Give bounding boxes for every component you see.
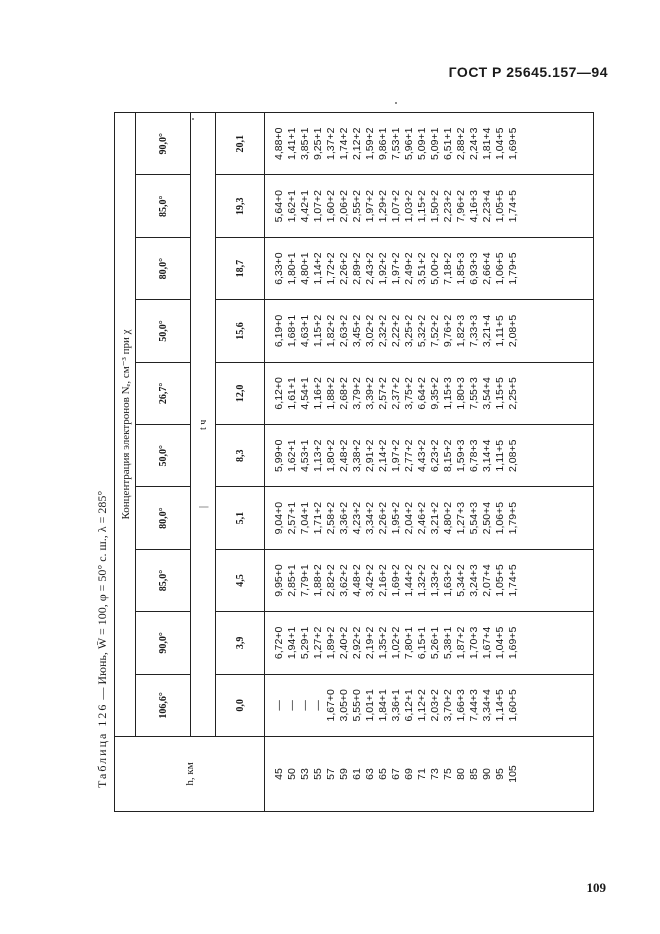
height-value: 90 (481, 768, 493, 780)
concentration-value: 1,89+2 (325, 626, 337, 660)
concentration-value: 9,25+1 (312, 127, 324, 160)
concentration-value: 5,29+1 (299, 626, 311, 660)
concentration-value: 1,72+2 (325, 252, 337, 285)
concentration-value: 2,16+2 (377, 564, 389, 597)
concentration-value: 1,87+2 (455, 626, 467, 660)
height-value: 61 (351, 768, 363, 780)
chi-header: 0,0 (216, 674, 265, 736)
concentration-value: 2,07+4 (481, 564, 493, 597)
concentration-column (265, 425, 594, 487)
height-value: 73 (429, 768, 441, 780)
time-note-mark: | (197, 505, 209, 508)
concentration-value: 2,19+2 (364, 626, 376, 660)
concentration-column (265, 674, 594, 736)
concentration-value: 3,85+1 (299, 127, 311, 160)
concentration-value: 1,41+1 (286, 127, 298, 160)
concentration-value: 1,95+2 (390, 501, 402, 535)
angle-header: 85,0° (136, 175, 191, 237)
concentration-value: 1,74+5 (507, 189, 519, 223)
concentration-value: — (299, 700, 311, 711)
concentration-value: 2,66+4 (481, 252, 493, 285)
concentration-value: 2,82+2 (325, 564, 337, 597)
concentration-value: 2,32+2 (377, 314, 389, 348)
concentration-column (265, 175, 594, 237)
angle-header: 106,6° (136, 674, 191, 736)
height-value: 45 (273, 768, 285, 780)
concentration-value: 4,54+1 (299, 377, 311, 410)
concentration-value: 6,78+3 (468, 439, 480, 472)
concentration-value: 6,15+1 (416, 626, 428, 660)
height-value: 57 (325, 768, 337, 780)
angle-header: 50,0° (136, 425, 191, 487)
concentration-value: 2,12+2 (351, 127, 363, 160)
concentration-column (265, 113, 594, 175)
table-wrapper (114, 112, 594, 812)
concentration-value: 1,50+2 (429, 189, 441, 223)
concentration-column (265, 487, 594, 549)
concentration-value: 1,74+5 (507, 564, 519, 597)
concentration-value: 1,06+5 (494, 501, 506, 535)
concentration-value: 4,80+1 (299, 252, 311, 285)
concentration-value: 1,16+2 (312, 377, 324, 410)
concentration-value: 2,46+2 (416, 501, 428, 535)
concentration-value: 2,92+2 (351, 626, 363, 660)
concentration-value: 1,04+5 (494, 626, 506, 660)
concentration-value: 1,32+2 (416, 564, 428, 597)
concentration-value: 5,38+1 (442, 626, 454, 660)
concentration-value: 2,55+2 (351, 189, 363, 223)
document-header: ГОСТ Р 25645.157—94 (448, 64, 608, 80)
concentration-value: 6,12+0 (273, 377, 285, 410)
concentration-value: 2,04+2 (403, 501, 415, 535)
concentration-value: 1,01+1 (364, 689, 376, 722)
concentration-value: 1,27+2 (312, 626, 324, 660)
concentration-value: 1,97+2 (390, 252, 402, 285)
concentration-value: — (312, 700, 324, 711)
chi-header: 12,0 (216, 362, 265, 424)
concentration-value: 6,12+1 (403, 689, 415, 722)
concentration-value: 1,12+2 (416, 689, 428, 722)
table-caption-label: Таблица 126 (95, 702, 109, 788)
height-value: 63 (364, 768, 376, 780)
concentration-value: 1,70+3 (468, 626, 480, 660)
concentration-value: 9,95+0 (273, 564, 285, 597)
height-value: 55 (312, 768, 324, 780)
angle-header: 90,0° (136, 612, 191, 674)
concentration-value: 1,15+2 (312, 314, 324, 348)
concentration-value: 2,77+2 (403, 439, 415, 472)
concentration-value: 4,23+2 (351, 501, 363, 535)
concentration-value: 3,79+2 (351, 377, 363, 410)
concentration-value: 7,55+3 (468, 377, 480, 410)
concentration-value: 3,21+4 (481, 314, 493, 348)
concentration-value: 1,07+2 (390, 189, 402, 223)
scan-speck (395, 102, 397, 104)
concentration-value: 3,36+1 (390, 689, 402, 722)
time-note: t ч (197, 419, 209, 430)
concentration-value: 7,53+1 (390, 127, 402, 160)
table-caption (92, 491, 112, 788)
concentration-value: 1,15+2 (416, 189, 428, 223)
concentration-value: 1,61+1 (286, 377, 298, 410)
concentration-value: 6,19+0 (273, 314, 285, 348)
concentration-value: 7,80+1 (403, 626, 415, 660)
concentration-value: 1,14+5 (494, 689, 506, 722)
concentration-value: 1,60+2 (325, 189, 337, 223)
concentration-value: 1,69+5 (507, 626, 519, 660)
concentration-value: 2,06+2 (338, 189, 350, 223)
concentration-value: 1,15+3 (442, 377, 454, 410)
table-data-row (265, 113, 594, 812)
concentration-value: 1,94+1 (286, 626, 298, 660)
concentration-value: 2,50+4 (481, 501, 493, 535)
concentration-value: 2,26+2 (338, 252, 350, 285)
concentration-value: 2,68+2 (338, 377, 350, 410)
concentration-value: 2,40+2 (338, 626, 350, 660)
chi-header-row (216, 113, 265, 812)
concentration-value: 6,51+1 (442, 127, 454, 160)
concentration-value: 6,33+0 (273, 252, 285, 285)
concentration-value: 2,48+2 (338, 439, 350, 472)
concentration-value: 1,29+2 (377, 189, 389, 223)
height-value: 59 (338, 768, 350, 780)
chi-header: 8,3 (216, 425, 265, 487)
concentration-value: 1,11+5 (494, 315, 506, 347)
concentration-value: 1,02+2 (390, 626, 402, 660)
concentration-value: 1,80+2 (325, 439, 337, 472)
concentration-value: 3,39+2 (364, 377, 376, 410)
concentration-value: 1,69+2 (390, 564, 402, 597)
concentration-value: 1,80+1 (286, 252, 298, 285)
chi-header: 15,6 (216, 300, 265, 362)
chi-header: 20,1 (216, 113, 265, 175)
concentration-value: 2,57+1 (286, 501, 298, 535)
concentration-value: 5,55+0 (351, 689, 363, 722)
concentration-value: 1,62+1 (286, 189, 298, 223)
concentration-value: 3,25+2 (403, 314, 415, 348)
concentration-value: 4,42+1 (299, 189, 311, 223)
height-header: h, км (115, 737, 265, 812)
concentration-value: 6,72+0 (273, 626, 285, 660)
concentration-value: 6,23+2 (429, 439, 441, 472)
height-values-column (265, 737, 594, 812)
height-value: 80 (455, 768, 467, 780)
concentration-value: 1,62+1 (286, 439, 298, 472)
concentration-value: 1,79+5 (507, 252, 519, 285)
concentration-value: 1,03+2 (403, 189, 415, 223)
concentration-value: 2,89+2 (351, 252, 363, 285)
concentration-value: 1,92+2 (377, 252, 389, 285)
concentration-value: 5,09+1 (429, 127, 441, 160)
concentration-value: 3,34+2 (364, 501, 376, 535)
concentration-value: 2,24+3 (468, 127, 480, 160)
height-value: 95 (494, 768, 506, 780)
concentration-value: 1,74+2 (338, 127, 350, 160)
concentration-value: 3,02+2 (364, 314, 376, 348)
concentration-value: 3,34+4 (481, 689, 493, 722)
concentration-value: 2,08+5 (507, 439, 519, 472)
angle-header: 50,0° (136, 300, 191, 362)
concentration-value: 5,96+1 (403, 127, 415, 160)
concentration-value: 2,58+2 (325, 501, 337, 535)
concentration-column (265, 237, 594, 299)
concentration-value: 4,16+3 (468, 189, 480, 223)
concentration-value: 1,80+3 (455, 377, 467, 410)
concentration-value: 4,43+2 (416, 439, 428, 472)
concentration-value: 1,11+5 (494, 439, 506, 472)
concentration-value: 1,82+2 (325, 314, 337, 348)
concentration-value: 4,80+2 (442, 501, 454, 535)
height-value: 75 (442, 768, 454, 780)
scan-speck (192, 118, 194, 120)
concentration-value: 1,35+2 (377, 626, 389, 660)
concentration-value: 4,53+1 (299, 439, 311, 472)
concentration-value: 5,99+0 (273, 439, 285, 472)
concentration-value: 1,33+2 (429, 564, 441, 597)
concentration-value: 1,05+5 (494, 564, 506, 597)
concentration-value: 3,42+2 (364, 564, 376, 597)
concentration-value: 2,25+5 (507, 377, 519, 410)
concentration-value: 2,91+2 (364, 439, 376, 472)
page-number: 109 (586, 880, 606, 895)
concentration-value: 5,26+1 (429, 626, 441, 660)
height-value: 53 (299, 768, 311, 780)
concentration-value: 2,22+2 (390, 314, 402, 348)
concentration-value: 1,27+3 (455, 501, 467, 535)
chi-header: 3,9 (216, 612, 265, 674)
concentration-value: 7,18+2 (442, 252, 454, 285)
concentration-value: 9,35+2 (429, 377, 441, 410)
concentration-value: — (273, 700, 285, 711)
concentration-column (265, 612, 594, 674)
angle-header: 90,0° (136, 113, 191, 175)
concentration-value: 3,21+2 (429, 501, 441, 535)
concentration-value: 1,44+2 (403, 564, 415, 597)
height-value: 65 (377, 768, 389, 780)
concentration-value: 2,88+2 (455, 127, 467, 160)
height-value: 71 (416, 768, 428, 780)
concentration-value: 1,97+2 (390, 439, 402, 472)
height-value: 50 (286, 768, 298, 780)
height-value: 67 (390, 768, 402, 780)
angle-header: 80,0° (136, 487, 191, 549)
concentration-value: 5,64+0 (273, 189, 285, 223)
concentration-value: 1,15+5 (494, 377, 506, 410)
concentration-value: 2,63+2 (338, 314, 350, 348)
concentration-value: 1,59+3 (455, 439, 467, 472)
concentration-value: 1,14+2 (312, 252, 324, 285)
concentration-value: 1,07+2 (312, 189, 324, 223)
angle-header: 85,0° (136, 549, 191, 611)
angle-header: 26,7° (136, 362, 191, 424)
concentration-value: 2,08+5 (507, 314, 519, 348)
concentration-value: 5,34+2 (455, 564, 467, 597)
rotated-content (92, 112, 622, 812)
concentration-value: 2,57+2 (377, 377, 389, 410)
concentration-value: 2,03+2 (429, 689, 441, 722)
concentration-value: 3,36+2 (338, 501, 350, 535)
concentration-value: 1,68+1 (286, 314, 298, 348)
concentration-value: 4,88+0 (273, 127, 285, 160)
concentration-value: 1,97+2 (364, 189, 376, 223)
concentration-value: 1,71+2 (312, 501, 324, 535)
concentration-value: 1,79+5 (507, 501, 519, 535)
concentration-value: 1,85+3 (455, 252, 467, 285)
concentration-value: 1,81+4 (481, 127, 493, 160)
concentration-value: 3,45+2 (351, 314, 363, 348)
concentration-value: 1,82+3 (455, 314, 467, 348)
concentration-value: 2,23+2 (442, 189, 454, 223)
concentration-value: 9,04+0 (273, 501, 285, 535)
concentration-value: 1,63+2 (442, 564, 454, 597)
concentration-column (265, 362, 594, 424)
concentration-value: 3,05+0 (338, 689, 350, 722)
concentration-value: 7,33+3 (468, 314, 480, 348)
concentration-value: 1,05+5 (494, 189, 506, 223)
concentration-value: 2,26+2 (377, 501, 389, 535)
concentration-value: 2,43+2 (364, 252, 376, 285)
concentration-value: 2,37+2 (390, 377, 402, 410)
concentration-value: 2,14+2 (377, 439, 389, 472)
concentration-value: 6,93+3 (468, 252, 480, 285)
electron-concentration-table (114, 112, 594, 812)
time-note-row (191, 113, 216, 737)
concentration-value: 6,64+2 (416, 377, 428, 410)
concentration-value: 5,09+1 (416, 127, 428, 160)
height-value: 85 (468, 768, 480, 780)
concentration-value: 9,86+1 (377, 127, 389, 160)
concentration-value: 7,44+3 (468, 689, 480, 722)
concentration-value: 1,84+1 (377, 689, 389, 722)
concentration-value: 4,63+1 (299, 314, 311, 348)
concentration-value: 3,62+2 (338, 564, 350, 597)
concentration-value: 1,67+4 (481, 626, 493, 660)
concentration-value: 3,24+3 (468, 564, 480, 597)
concentration-value: 5,00+2 (429, 252, 441, 285)
concentration-value: 3,14+4 (481, 439, 493, 472)
concentration-value: 5,32+2 (416, 314, 428, 348)
table-caption-text: — Июнь, W̄ = 100, φ = 50° с. ш., λ = 285° (95, 490, 109, 703)
concentration-value: 1,13+2 (312, 439, 324, 472)
concentration-value: 1,37+2 (325, 127, 337, 160)
concentration-value: 2,85+1 (286, 564, 298, 597)
concentration-value: 3,51+2 (416, 252, 428, 285)
angle-header: 80,0° (136, 237, 191, 299)
angle-header-row (136, 113, 191, 812)
concentration-value: 1,88+2 (312, 564, 324, 597)
concentration-value: 1,67+0 (325, 689, 337, 722)
concentration-value: 5,54+3 (468, 501, 480, 535)
chi-header: 5,1 (216, 487, 265, 549)
concentration-value: 2,49+2 (403, 252, 415, 285)
concentration-value: 2,23+4 (481, 189, 493, 223)
concentration-value: 3,75+2 (403, 377, 415, 410)
concentration-value: 1,59+2 (364, 127, 376, 160)
concentration-value: 1,60+5 (507, 689, 519, 722)
height-value: 105 (507, 765, 519, 783)
concentration-column (265, 300, 594, 362)
concentration-value: 1,88+2 (325, 377, 337, 410)
concentration-value: 3,38+2 (351, 439, 363, 472)
concentration-value: 3,70+2 (442, 689, 454, 722)
concentration-value: 8,15+2 (442, 439, 454, 472)
concentration-header: Концентрация электронов Nₑ, см⁻³ при χ (115, 113, 136, 737)
height-value: 69 (403, 768, 415, 780)
concentration-value: 9,76+2 (442, 314, 454, 348)
concentration-value: 1,04+5 (494, 127, 506, 160)
concentration-value: 7,79+1 (299, 564, 311, 597)
concentration-column (265, 549, 594, 611)
concentration-value: 1,69+5 (507, 127, 519, 160)
chi-header: 19,3 (216, 175, 265, 237)
concentration-value: 7,04+1 (299, 501, 311, 535)
concentration-value: 7,52+2 (429, 314, 441, 348)
concentration-value: 3,54+4 (481, 377, 493, 410)
concentration-value: 7,96+2 (455, 189, 467, 223)
rotated-table-area (92, 112, 622, 812)
chi-header: 4,5 (216, 549, 265, 611)
concentration-value: 1,66+3 (455, 689, 467, 722)
concentration-value: 4,48+2 (351, 564, 363, 597)
concentration-value: 1,06+5 (494, 252, 506, 285)
concentration-value: — (286, 700, 298, 711)
chi-header: 18,7 (216, 237, 265, 299)
